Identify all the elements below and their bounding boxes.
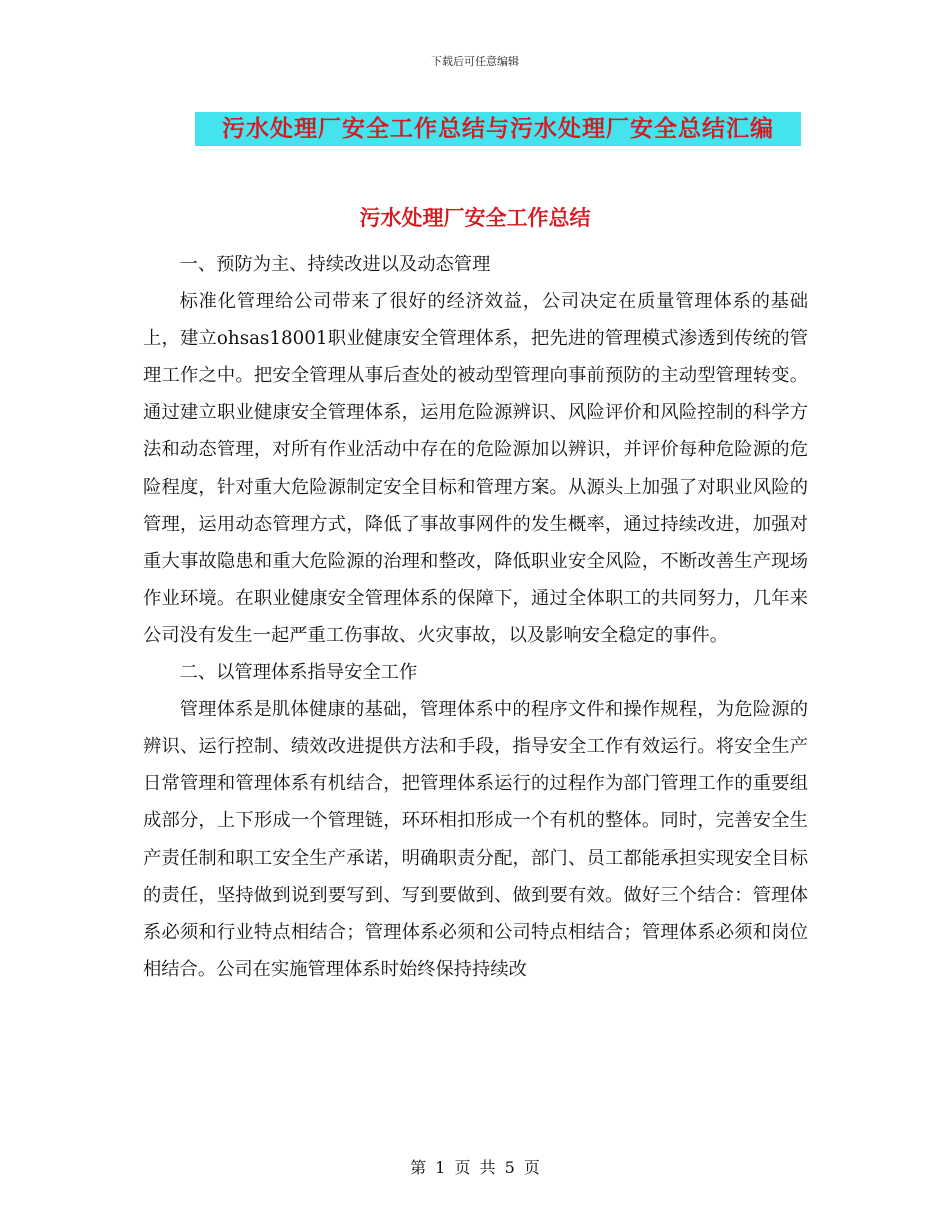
heading-1: 一、预防为主、持续改进以及动态管理	[179, 254, 491, 275]
paragraph-2: 管理体系是肌体健康的基础，管理体系中的程序文件和操作规程，为危险源的辨识、运行控制、绩效改进提供方法和手段，指导安全工作有效运行。将安全生产日常管理和管理体系有机结合，把管理体系运行的过程作为部门管理工作的重要组成部分，上下形成一个管理链，环环相扣形成一个有机的整体。同时，完善安全生产责任制和职工安全生产承诺，明确职责分配，部门、员工都能承担实现安全目标的责任，坚持做到说到要写到、写到要做到、做到要有效。做好三个结合：管理体系必须和行业特点相结合；管理体系必须和公司特点相结合；管理体系必须和岗位相结合。公司在实施管理体系时始终保持持续改	[143, 699, 808, 980]
page-footer-number: 第 1 页 共 5 页	[410, 1158, 540, 1177]
page-header-note: 下载后可任意编辑	[431, 55, 519, 68]
paragraph-1: 标准化管理给公司带来了很好的经济效益，公司决定在质量管理体系的基础上，建立ohsas18001职业健康安全管理体系，把先进的管理模式渗透到传统的管理工作之中。把安全管理从事后查处的被动型管理向事前预防的主动型管理转变。通过建立职业健康安全管理体系，运用危险源辨识、风险评价和风险控制的科学方法和动态管理，对所有作业活动中存在的危险源加以辨识，并评价每种危险源的危险程度，针对重大危险源制定安全目标和管理方案。从源头上加强了对职业风险的管理，运用动态管理方式，降低了事故事网件的发生概率，通过持续改进，加强对重大事故隐患和重大危险源的治理和整改，降低职业安全风险，不断改善生产现场作业环境。在职业健康安全管理体系的保障下，通过全体职工的共同努力，几年来公司没有发生一起严重工伤事故、火灾事故，以及影响安全稳定的事件。	[143, 291, 808, 646]
heading-2: 二、以管理体系指导安全工作	[179, 662, 418, 684]
document-title: 污水处理厂安全工作总结与污水处理厂安全总结汇编	[195, 112, 801, 146]
section-title: 污水处理厂安全工作总结	[359, 205, 591, 230]
document-body	[143, 246, 808, 988]
